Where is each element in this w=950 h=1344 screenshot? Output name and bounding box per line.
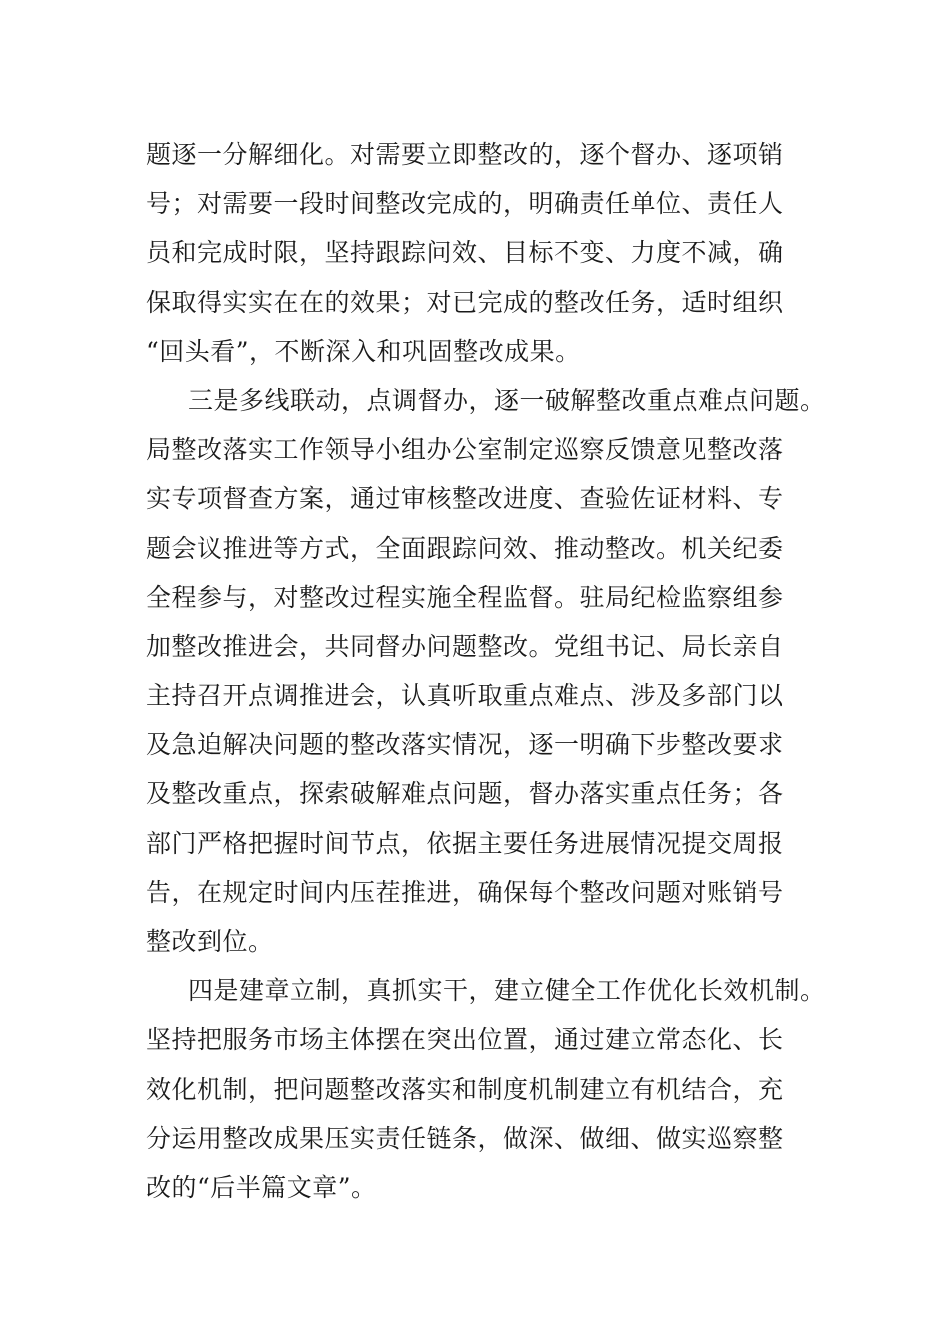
paragraph-heading-line: 三是多线联动，点调督办，逐一破解整改重点难点问题。 [188, 385, 826, 415]
paragraph-heading-line: 四是建章立制，真抓实干，建立健全工作优化长效机制。 [188, 976, 826, 1006]
text-line: 整改到位。 [146, 927, 274, 956]
text-line: 实专项督查方案，通过审核整改进度、查验佐证材料、专 [146, 484, 784, 514]
text-line: 坚持把服务市场主体摆在突出位置，通过建立常态化、长 [146, 1025, 784, 1055]
text-line: 局整改落实工作领导小组办公室制定巡察反馈意见整改落 [146, 435, 784, 465]
text-line: 分运用整改成果压实责任链条，做深、做细、做实巡察整 [146, 1123, 784, 1153]
text-line: 加整改推进会，共同督办问题整改。党组书记、局长亲自 [146, 631, 784, 661]
text-line: 号；对需要一段时间整改完成的，明确责任单位、责任人 [146, 189, 784, 219]
text-line: 部门严格把握时间节点，依据主要任务进展情况提交周报 [146, 828, 784, 858]
text-line: 题逐一分解细化。对需要立即整改的，逐个督办、逐项销 [146, 140, 784, 169]
text-line: 主持召开点调推进会，认真听取重点难点、涉及多部门以 [146, 681, 784, 711]
text-line: 及整改重点，探索破解难点问题，督办落实重点任务；各 [146, 779, 784, 809]
text-line: “回头看”，不断深入和巩固整改成果。 [146, 336, 581, 366]
text-line: 效化机制，把问题整改落实和制度机制建立有机结合，充 [146, 1074, 784, 1104]
text-line: 题会议推进等方式，全面跟踪问效、推动整改。机关纪委 [146, 533, 784, 563]
text-line: 全程参与，对整改过程实施全程监督。驻局纪检监察组参 [146, 582, 784, 612]
text-line: 员和完成时限，坚持跟踪问效、目标不变、力度不减，确 [146, 238, 784, 268]
document-body [146, 130, 836, 1212]
text-line: 告，在规定时间内压茬推进，确保每个整改问题对账销号 [146, 877, 784, 907]
text-line: 改的“后半篇文章”。 [146, 1172, 377, 1202]
text-line: 保取得实实在在的效果；对已完成的整改任务，适时组织 [146, 287, 784, 317]
text-line: 及急迫解决问题的整改落实情况，逐一明确下步整改要求 [146, 730, 784, 760]
